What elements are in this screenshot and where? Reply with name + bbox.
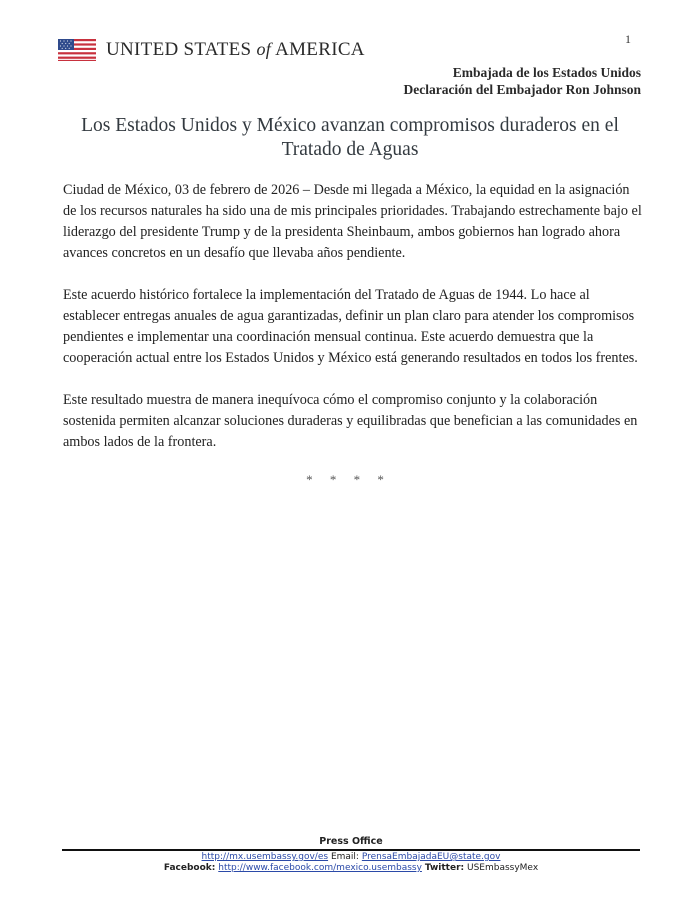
paragraph: Este resultado muestra de manera inequívoca cómo el compromiso conjunto y la colaboración sostenida permiten alcanzar soluciones duraderas y equilibradas que benefician a las comunidades en ambos lados de la frontera. (63, 392, 638, 450)
facebook-label: Facebook: (163, 863, 216, 873)
document-body (63, 180, 643, 474)
embassy-name: Embajada de los Estados Unidos (452, 65, 641, 80)
footer-social-line (62, 863, 640, 874)
end-separator: * * * * (306, 472, 391, 487)
brand-header (58, 38, 365, 61)
paragraph: Ciudad de México, 03 de febrero de 2026 – Desde mi llegada a México, la equidad en la asignación de los recursos naturales ha sido una de mis principales prioridades. Trabajando estrechamente bajo el liderazgo del presidente Trump y de la presidenta Sheinbaum, ambos gobiernos han logrado ahora avances concretos en un desafío que llevaba años pendiente. (63, 182, 642, 261)
brand-title (106, 38, 365, 61)
footer (62, 836, 640, 874)
paragraph: Este acuerdo histórico fortalece la implementación del Tratado de Aguas de 1944. Lo hace al establecer entregas anuales de agua garantizadas, definir un plan claro para atender los compromisos pendientes e implementar una coordinación mensual continua. Este acuerdo demuestra que la cooperación actual entre los Estados Unidos y México está generando resultados en todos los frentes. (63, 287, 638, 366)
page-number: 1 (625, 32, 631, 46)
brand-suffix: AMERICA (275, 39, 365, 60)
press-office-label: Press Office (319, 836, 383, 847)
embassy-heading (403, 64, 641, 98)
twitter-label: Twitter: (424, 863, 465, 873)
twitter-handle: USEmbassyMex (466, 863, 539, 873)
footer-divider (62, 849, 640, 851)
us-flag-icon (58, 39, 96, 61)
facebook-link[interactable]: http://www.facebook.com/mexico.usembassy (218, 863, 422, 873)
statement-attribution: Declaración del Embajador Ron Johnson (403, 82, 641, 97)
document-title: Los Estados Unidos y México avanzan compromisos duraderos en el Tratado de Aguas (81, 115, 619, 160)
brand-of: of (256, 39, 272, 59)
brand-prefix: UNITED STATES (106, 39, 252, 60)
email-label: Email: (330, 852, 359, 862)
footer-contact-line (62, 852, 640, 863)
website-link[interactable]: http://mx.usembassy.gov/es (201, 852, 329, 862)
email-link[interactable]: PrensaEmbajadaEU@state.gov (361, 852, 501, 862)
